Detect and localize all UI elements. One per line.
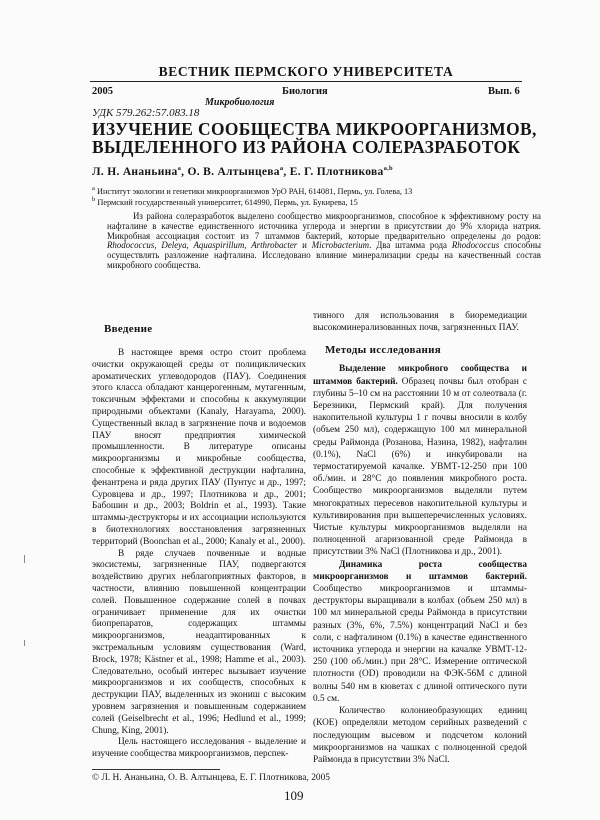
text-run: В настоящее время остро стоит проблема очистки окружающей среды от полициклических ароматических углеводородов (ПАУ). Соединения этого класса обладают канцерогенным, мутагенным, токсичным эффектами и способны к аккумуляции природными объектами (Kanaly, Harayama, 2000). Существенный вклад в загрязнение почв и водоемов ПАУ вносят предприятия химической промышленности. В литературе описаны микроорганизмы и микробные сообщества, способные к эффективной деструкции нафталина, фенантрена и ряда других ПАУ (Пунтус и др., 1997; Суровцева и др., 1997; Плотникова и др., 2001; Бабошин и др., 2003; Boldrin et al., 1993). Такие штаммы-деструкторы и их ассоциации используются в биотехнологиях восстановления загрязненных территорий (Boonchan et al., 2000; Kanaly et al., 2000). — [92, 348, 306, 547]
italic-term: Rhodococcus, Deleya, Aquaspirillum, Arthrobacter — [107, 240, 298, 251]
title-line: ИЗУЧЕНИЕ СООБЩЕСТВА МИКРООРГАНИЗМОВ, — [92, 119, 537, 139]
text-run: способны осуществлять разложение нафталина. Исследовано влияние минерализации среды на качественный состав микробного сообщества. — [107, 240, 542, 270]
author: Е. Г. Плотникова — [289, 165, 384, 178]
scan-mark — [24, 640, 25, 646]
paragraph — [313, 363, 527, 558]
affiliation: $^a$ Институт экологии и генетики микроорганизмов УрО РАН, 614081, Пермь, ул. Голева, 13 — [92, 185, 413, 196]
right-column — [313, 310, 527, 766]
section-label: Микробиология — [205, 97, 275, 108]
text-run: Цель настоящего исследования - выделение и изучение сообщества микроорганизмов, перспек- — [92, 737, 306, 760]
paragraph — [92, 549, 306, 738]
footnote-rule — [92, 769, 220, 770]
scan-mark — [24, 555, 25, 563]
author: О. В. Алтынцева — [187, 165, 280, 178]
title-line: ВЫДЕЛЕННОГО ИЗ РАЙОНА СОЛЕРАЗРАБОТОК — [92, 137, 521, 157]
text-run: тивного для использования в биоремедиации высокоминерализованных почв, загрязненных ПАУ. — [313, 311, 527, 334]
run-in-heading: Выделение микробного сообщества и штаммов бактерий. — [313, 364, 527, 387]
header-rule — [90, 81, 522, 82]
author: Л. Н. Ананьина — [92, 165, 178, 178]
abstract — [107, 212, 541, 271]
series: Биология — [282, 86, 328, 97]
run-in-heading: Динамика роста сообщества микроорганизмов и штаммов бактерий. — [313, 559, 527, 582]
section-heading: Методы исследования — [325, 344, 442, 357]
affiliation: $^b$ Пермский государственный университет, 614990, Пермь, ул. Букирева, 15 — [92, 196, 358, 207]
text-run: Из района солеразработок выделено сообщество микроорганизмов, способное к эффективному росту на нафталине в качестве единственного источника углерода и энергии в присутствии до 9% хлорида натрия. Микробная ассоциация состоит из 7 штаммов бактерий, которые предварительно определены до родов: — [107, 211, 541, 241]
journal-title: ВЕСТНИК ПЕРМСКОГО УНИВЕРСИТЕТА — [158, 64, 454, 79]
udk-code: УДК 579.262:57.083.18 — [92, 107, 200, 119]
italic-term: Microbacterium — [311, 240, 370, 251]
paragraph — [92, 737, 306, 761]
year: 2005 — [92, 86, 113, 97]
text-run: Образец почвы был отобран с глубины 5–10 см на расстоянии 10 м от солеотвала (г. Березники, Пермский край). Для получения накопительной культуры 1 г почвы вносили в колбу (объем 250 мл), содержащую 100 мл минеральной среды Раймонда (Розанова, Назина, 1982), нафталин (0.1%), NaCl (6%) и инкубировали на термостатируемой качалке. УВМТ-12-250 при 100 об./мин. и 28°С до появления микробного роста. Сообщество микроорганизмов выделяли путем многократных пересевов накопительной культуры и культивирования при вышеперечисленных условиях. Чистые культуры микроорганизмов выделяли на полноценной агаризованной среде Раймонда в присутствии 3% NaCl (Плотникова и др., 2001). — [313, 376, 527, 558]
paragraph — [92, 348, 306, 549]
text-run: и — [297, 240, 312, 251]
paragraph — [313, 310, 527, 334]
authors: Л. Н. Ананьина$^a$, О. В. Алтынцева$^a$, Е. Г. Плотникова$^{a,b}$ — [92, 165, 393, 178]
paper-title — [92, 120, 537, 156]
page-number: 109 — [284, 788, 304, 803]
left-column — [92, 323, 306, 761]
text-run: В ряде случаев почвенные и водные экосистемы, загрязненные ПАУ, подвергаются воздействию других неблагоприятных факторов, в частности, влиянию повышенной концентрации солей. Повышенное содержание солей в почвах ограничивает применение для их очистки биопрепаратов, содержащих штаммы микроорганизмов, неадаптированных к экстремальным условиям существования (Ward, Brock, 1978; Kästner et al., 1998; Hamme et al., 2003). Следовательно, особый интерес вызывает изучение микроорганизмов и их сообществ, способных к деструкции ПАУ, выделенных из экониш с высоким уровнем загрязнения и повышенным содержанием солей (Geiselbrecht et al., 1996; Hedlund et al., 1999; Chung, King, 2001). — [92, 548, 306, 736]
issue-number: Вып. 6 — [488, 86, 520, 97]
copyright: © Л. Н. Ананьина, О. В. Алтынцева, Е. Г. Плотникова, 2005 — [92, 773, 330, 783]
paragraph — [313, 559, 527, 705]
text-run: Количество колониеобразующих единиц (КОЕ) определяли методом серийных разведений с последующим высевом и подсчетом колоний микроорганизмов на чашках с полноценной средой Раймонда в присутствии 3% NaCl. — [313, 706, 527, 765]
italic-term: Rhodococcus — [451, 240, 500, 251]
section-heading: Введение — [104, 323, 153, 335]
paragraph — [313, 705, 527, 766]
text-run: Сообщество микроорганизмов и штаммы-деструкторы выращивали в колбах (объем 250 мл) в 100 мл минеральной среды Раймонда в присутствии разных (3%, 6%, 7.5%) концентраций NaCl и без соли, с нафталином (0.1%) в качестве единственного источника углерода и энергии на качалке УВМТ-12-250 (100 об./мин.) при 28°С. Измерение оптической плотности (OD) проводили на ФЭК-56М с длиной волны 540 нм в кюветах с длиной оптического пути 0.5 см. — [313, 584, 527, 704]
text-run: . Два штамма рода — [369, 240, 452, 251]
